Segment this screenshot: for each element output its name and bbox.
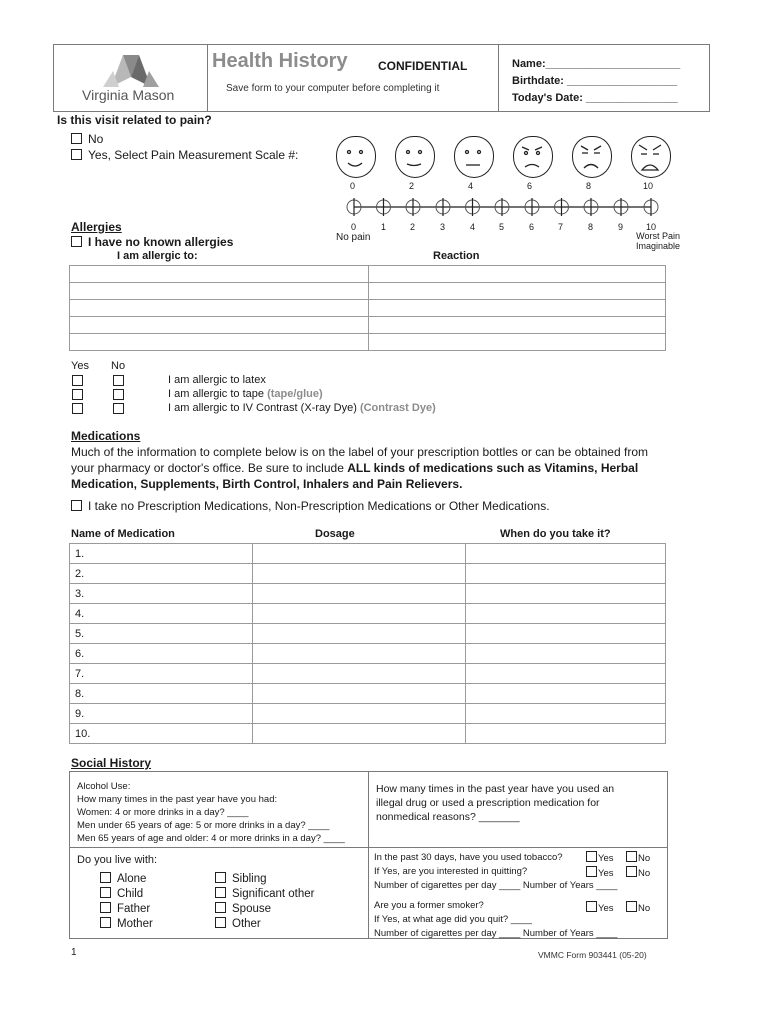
- when-cell[interactable]: [466, 624, 666, 644]
- table-row: [70, 664, 666, 684]
- checkbox[interactable]: [626, 866, 637, 877]
- social-divider-v: [368, 772, 369, 938]
- alcohol-block: [77, 780, 345, 845]
- pain-yes-option[interactable]: [71, 148, 298, 162]
- when-cell[interactable]: [466, 724, 666, 744]
- live-with-left: [100, 872, 153, 932]
- tape-question: [168, 388, 323, 400]
- when-cell[interactable]: [466, 584, 666, 604]
- table-row: [70, 624, 666, 644]
- scale-number: 3: [440, 222, 446, 232]
- table-row: [70, 724, 666, 744]
- alcohol-line5[interactable]: Men 65 years of age and older: 4 or more drinks in a day? ____: [77, 833, 345, 844]
- checkbox[interactable]: [215, 902, 226, 913]
- table-row: [70, 544, 666, 564]
- live-option-child[interactable]: [100, 887, 153, 902]
- dosage-cell[interactable]: [253, 684, 466, 704]
- live-option-father[interactable]: [100, 902, 153, 917]
- med-name-cell[interactable]: 4.: [70, 604, 253, 624]
- live-option-label: Mother: [117, 918, 153, 930]
- live-option-label: Sibling: [232, 873, 267, 885]
- tobacco-no-col: [626, 851, 650, 916]
- med-name-cell[interactable]: 6.: [70, 644, 253, 664]
- medications-intro: [71, 444, 681, 492]
- live-option-alone[interactable]: [100, 872, 153, 887]
- worst-pain-line2: Imaginable: [635, 241, 680, 251]
- pain-no-checkbox[interactable]: [71, 133, 82, 144]
- dosage-cell[interactable]: [253, 544, 466, 564]
- live-option-label: Other: [232, 918, 261, 930]
- yes-label: Yes: [598, 868, 614, 879]
- checkbox[interactable]: [215, 917, 226, 928]
- live-option-label: Father: [117, 903, 151, 915]
- confidential-label: CONFIDENTIAL: [378, 59, 468, 73]
- tobacco-block: [374, 851, 664, 941]
- tobacco-line4: Are you a former smoker?: [374, 900, 484, 911]
- no-pain-label: No pain: [336, 232, 371, 243]
- table-row: [70, 266, 666, 283]
- pain-no-label: No: [88, 132, 104, 146]
- contrast-question: [168, 402, 436, 414]
- table-row: [70, 704, 666, 724]
- tape-note: (tape/glue): [267, 388, 323, 400]
- dosage-cell[interactable]: [253, 564, 466, 584]
- worst-pain-line1: Worst Pain: [636, 231, 680, 241]
- scale-number: 9: [618, 222, 624, 232]
- live-option-label: Spouse: [232, 903, 272, 915]
- medication-table: [69, 543, 666, 744]
- no-label: No: [638, 868, 651, 879]
- table-row: [70, 283, 666, 300]
- live-with-right: [215, 872, 314, 932]
- yes-label: Yes: [598, 853, 614, 864]
- intro-line2-b: ALL kinds of medications such as Vitamins, Herbal: [347, 461, 639, 475]
- when-cell[interactable]: [466, 684, 666, 704]
- med-name-cell[interactable]: 9.: [70, 704, 253, 724]
- drug-line2: illegal drug or used a prescription medication for: [376, 797, 600, 809]
- tobacco-q1-no[interactable]: [626, 851, 650, 866]
- pain-no-option[interactable]: [71, 132, 103, 146]
- live-option-other[interactable]: [215, 917, 314, 932]
- table-row: [70, 604, 666, 624]
- no-label: No: [638, 903, 651, 914]
- live-option-significant-other[interactable]: [215, 887, 314, 902]
- reaction-cell[interactable]: [369, 317, 666, 334]
- face-number: 2: [409, 181, 415, 191]
- checkbox[interactable]: [586, 901, 597, 912]
- live-with-label: Do you live with:: [77, 854, 158, 866]
- tape-yes-checkbox[interactable]: [72, 389, 83, 400]
- allergy-cell[interactable]: [70, 300, 369, 317]
- med-name-cell[interactable]: 2.: [70, 564, 253, 584]
- intro-line2: [71, 460, 681, 476]
- alcohol-line2: How many times in the past year have you had:: [77, 794, 278, 805]
- drug-line3[interactable]: nonmedical reasons? _______: [376, 811, 520, 823]
- table-row: [70, 684, 666, 704]
- checkbox[interactable]: [626, 901, 637, 912]
- no-allergies-option[interactable]: [71, 235, 233, 249]
- checkbox[interactable]: [100, 917, 111, 928]
- med-name-cell[interactable]: 5.: [70, 624, 253, 644]
- no-allergies-checkbox[interactable]: [71, 236, 82, 247]
- allergies-heading: Allergies: [71, 220, 122, 234]
- scale-number: 7: [558, 222, 564, 232]
- social-history-heading: Social History: [71, 756, 152, 770]
- tape-question-text: I am allergic to tape: [168, 388, 264, 400]
- scale-number: 2: [410, 222, 416, 232]
- reaction-cell[interactable]: [369, 283, 666, 300]
- checkbox[interactable]: [215, 887, 226, 898]
- live-option-sibling[interactable]: [215, 872, 314, 887]
- no-header: No: [111, 360, 126, 372]
- dosage-cell[interactable]: [253, 584, 466, 604]
- latex-yes-checkbox[interactable]: [72, 375, 83, 386]
- dosage-cell[interactable]: [253, 664, 466, 684]
- checkbox[interactable]: [100, 872, 111, 883]
- intro-line2-a: your pharmacy or doctor's office. Be sure to include: [71, 461, 348, 475]
- contrast-note: (Contrast Dye): [359, 402, 436, 414]
- when-cell[interactable]: [466, 564, 666, 584]
- scale-number: 8: [588, 222, 594, 232]
- name-field[interactable]: Name:______________________: [512, 58, 681, 70]
- face-number: 8: [586, 181, 592, 191]
- reaction-cell[interactable]: [369, 266, 666, 283]
- checkbox[interactable]: [100, 887, 111, 898]
- when-cell[interactable]: [466, 664, 666, 684]
- tobacco-q1-yes[interactable]: [586, 851, 614, 866]
- tobacco-line2: If Yes, are you interested in quitting?: [374, 866, 528, 877]
- tobacco-line1: In the past 30 days, have you used tobacco?: [374, 852, 563, 863]
- checkbox[interactable]: [100, 902, 111, 913]
- reaction-cell[interactable]: [369, 300, 666, 317]
- pain-yes-label: Yes, Select Pain Measurement Scale #:: [88, 148, 299, 162]
- reaction-cell[interactable]: [369, 334, 666, 351]
- face-number: 4: [468, 181, 474, 191]
- dosage-cell[interactable]: [253, 704, 466, 724]
- tobacco-line5[interactable]: If Yes, at what age did you quit? ____: [374, 914, 532, 925]
- med-name-cell[interactable]: 7.: [70, 664, 253, 684]
- no-allergies-label: I have no known allergies: [88, 235, 234, 249]
- tobacco-q4-no[interactable]: [626, 901, 650, 916]
- drug-line1: How many times in the past year have you used an: [376, 783, 615, 795]
- table-row: [70, 300, 666, 317]
- dosage-cell[interactable]: [253, 624, 466, 644]
- when-cell[interactable]: [466, 544, 666, 564]
- yes-label: Yes: [598, 903, 614, 914]
- scale-number: 6: [529, 222, 535, 232]
- table-row: [70, 334, 666, 351]
- tobacco-line6[interactable]: Number of cigarettes per day ____ Number of Years ____: [374, 928, 618, 939]
- medications-heading: Medications: [71, 429, 141, 443]
- tape-no-checkbox[interactable]: [113, 389, 124, 400]
- live-option-label: Significant other: [232, 888, 315, 900]
- page-number: 1: [71, 947, 77, 958]
- header-box: [53, 44, 710, 112]
- pain-yes-checkbox[interactable]: [71, 149, 82, 160]
- scale-number: 10: [646, 222, 657, 232]
- logo-cell: [54, 45, 208, 111]
- dosage-cell[interactable]: [253, 644, 466, 664]
- checkbox[interactable]: [215, 872, 226, 883]
- col-name-header: Name of Medication: [71, 528, 175, 540]
- no-medications-checkbox[interactable]: [71, 500, 82, 511]
- live-option-label: Child: [117, 888, 144, 900]
- no-medications-label: I take no Prescription Medications, Non-Prescription Medications or Other Medications.: [88, 499, 550, 513]
- scale-number: 0: [351, 222, 357, 232]
- table-row: [70, 584, 666, 604]
- save-note: Save form to your computer before completing it: [226, 83, 440, 94]
- allergy-cell[interactable]: [70, 266, 369, 283]
- title-cell: [208, 45, 499, 111]
- scale-number: 5: [499, 222, 505, 232]
- live-option-spouse[interactable]: [215, 902, 314, 917]
- alcohol-line3[interactable]: Women: 4 or more drinks in a day? ____: [77, 807, 249, 818]
- med-name-cell[interactable]: 1.: [70, 544, 253, 564]
- table-row: [70, 644, 666, 664]
- page-title: Health History: [212, 50, 348, 72]
- col-when-header: When do you take it?: [500, 528, 611, 540]
- contrast-yes-checkbox[interactable]: [72, 403, 83, 414]
- intro-line1: Much of the information to complete below is on the label of your prescription bottles or can be obtained from: [71, 445, 648, 459]
- checkbox[interactable]: [586, 866, 597, 877]
- scale-number: 1: [381, 222, 387, 232]
- pain-question: Is this visit related to pain?: [57, 113, 212, 127]
- allergy-cell[interactable]: [70, 334, 369, 351]
- face-number: 10: [643, 181, 654, 191]
- live-option-label: Alone: [117, 873, 147, 885]
- med-name-cell[interactable]: 3.: [70, 584, 253, 604]
- drug-block: [376, 782, 614, 824]
- latex-question: I am allergic to latex: [168, 374, 266, 386]
- tobacco-q2-no[interactable]: [626, 866, 650, 881]
- when-cell[interactable]: [466, 644, 666, 664]
- when-cell[interactable]: [466, 704, 666, 724]
- no-label: No: [638, 853, 651, 864]
- table-row: [70, 564, 666, 584]
- col-dosage-header: Dosage: [315, 528, 355, 540]
- alcohol-line4[interactable]: Men under 65 years of age: 5 or more drinks in a day? ____: [77, 820, 330, 831]
- contrast-no-checkbox[interactable]: [113, 403, 124, 414]
- face-number: 0: [350, 181, 356, 191]
- faces-features: [330, 136, 690, 180]
- social-divider-h: [70, 847, 667, 848]
- allergic-to-header: I am allergic to:: [117, 250, 198, 262]
- scale-number: 4: [470, 222, 476, 232]
- birthdate-field[interactable]: Birthdate: __________________: [512, 75, 678, 87]
- logo-text: Virginia Mason: [82, 87, 175, 103]
- intro-line3: Medication, Supplements, Birth Control, Inhalers and Pain Relievers.: [71, 477, 463, 491]
- allergy-table: [69, 265, 666, 351]
- tobacco-q4-yes[interactable]: [586, 901, 614, 916]
- pain-scale-line[interactable]: [340, 196, 670, 220]
- checkbox[interactable]: [586, 851, 597, 862]
- virginia-mason-logo-icon: [101, 47, 161, 89]
- latex-no-checkbox[interactable]: [113, 375, 124, 386]
- med-name-cell[interactable]: 10.: [70, 724, 253, 744]
- form-number: VMMC Form 903441 (05-20): [538, 950, 647, 960]
- tobacco-yesno: [586, 851, 614, 916]
- dosage-cell[interactable]: [253, 724, 466, 744]
- allergy-cell[interactable]: [70, 283, 369, 300]
- reaction-header: Reaction: [433, 250, 480, 262]
- no-medications-option[interactable]: [71, 499, 550, 513]
- yes-header: Yes: [71, 360, 89, 372]
- todays-date-field[interactable]: Today's Date: _______________: [512, 92, 678, 104]
- tobacco-line3[interactable]: Number of cigarettes per day ____ Number of Years ____: [374, 880, 618, 891]
- med-name-cell[interactable]: 8.: [70, 684, 253, 704]
- table-row: [70, 317, 666, 334]
- worst-pain-label: [628, 231, 680, 251]
- allergy-cell[interactable]: [70, 317, 369, 334]
- live-option-mother[interactable]: [100, 917, 153, 932]
- alcohol-line1: Alcohol Use:: [77, 781, 131, 792]
- checkbox[interactable]: [626, 851, 637, 862]
- dosage-cell[interactable]: [253, 604, 466, 624]
- tobacco-q2-yes[interactable]: [586, 866, 614, 881]
- when-cell[interactable]: [466, 604, 666, 624]
- contrast-question-text: I am allergic to IV Contrast (X-ray Dye): [168, 402, 357, 414]
- social-box: [69, 771, 668, 939]
- face-number: 6: [527, 181, 533, 191]
